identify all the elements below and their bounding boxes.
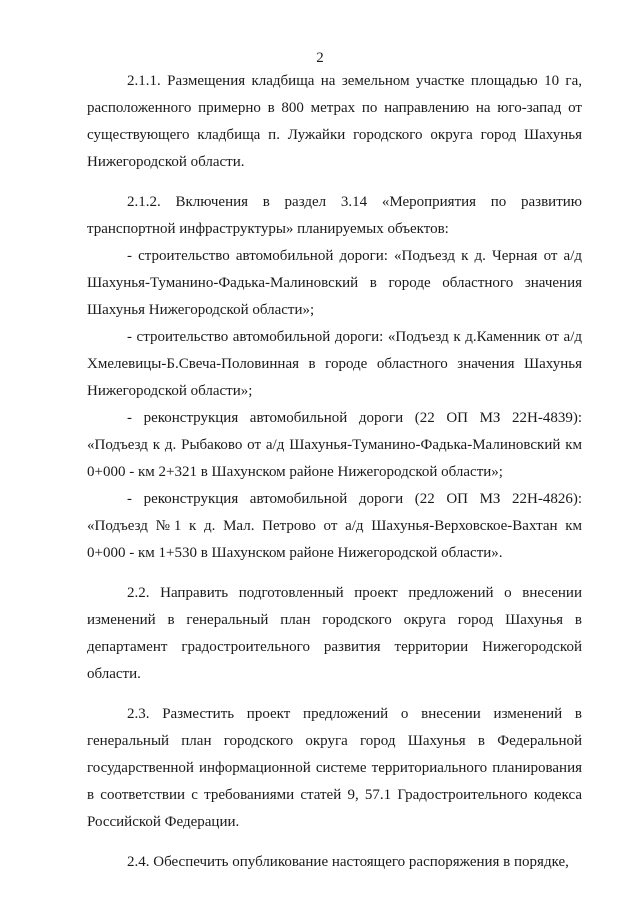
paragraph-2-2: 2.2. Направить подготовленный проект предложений о внесении изменений в генеральный план городского округа город Шахунья в департамент градостроительного развития территории Нижегородской области. — [87, 585, 582, 682]
paragraph-2-3: 2.3. Разместить проект предложений о внесении изменений в генеральный план городского округа город Шахунья в Федеральной государственной информационной системе территориального планирования в соответствии с требованиями статей 9, 57.1 Градостроительного кодекса Российской Федерации. — [87, 706, 582, 830]
list-item-road-petrovo: - реконструкция автомобильной дороги (22 ОП МЗ 22Н-4826): «Подъезд №1 к д. Мал. Петрово от а/д Шахунья-Верховское-Вахтан км 0+000 - км 1+530 в Шахунском районе Нижегородской области». — [87, 491, 582, 561]
page-number: 2 — [316, 50, 324, 66]
paragraph-2-4: 2.4. Обеспечить опубликование настоящего распоряжения в порядке, — [127, 854, 569, 870]
document-body — [87, 68, 582, 876]
list-item-road-rybakovo: - реконструкция автомобильной дороги (22 ОП МЗ 22Н-4839): «Подъезд к д. Рыбаково от а/д Шахунья-Туманино-Фадька-Малиновский км 0+000 - км 2+321 в Шахунском районе Нижегородской области»; — [87, 410, 582, 480]
list-item-road-chernaya: - строительство автомобильной дороги: «Подъезд к д. Черная от а/д Шахунья-Туманино-Фадька-Малиновский в городе областного значения Шахунья Нижегородской области»; — [87, 248, 582, 318]
paragraph-2-1-1: 2.1.1. Размещения кладбища на земельном участке площадью 10 га, расположенного примерно в 800 метрах по направлению на юго-запад от существующего кладбища п. Лужайки городского округа город Шахунья Нижегородской области. — [87, 73, 582, 170]
list-item-road-kamennik: - строительство автомобильной дороги: «Подъезд к д.Каменник от а/д Хмелевицы-Б.Свеча-Половинная в городе областного значения Шахунья Нижегородской области»; — [87, 329, 582, 399]
paragraph-2-1-2: 2.1.2. Включения в раздел 3.14 «Мероприятия по развитию транспортной инфраструктуры» планируемых объектов: — [87, 194, 582, 237]
